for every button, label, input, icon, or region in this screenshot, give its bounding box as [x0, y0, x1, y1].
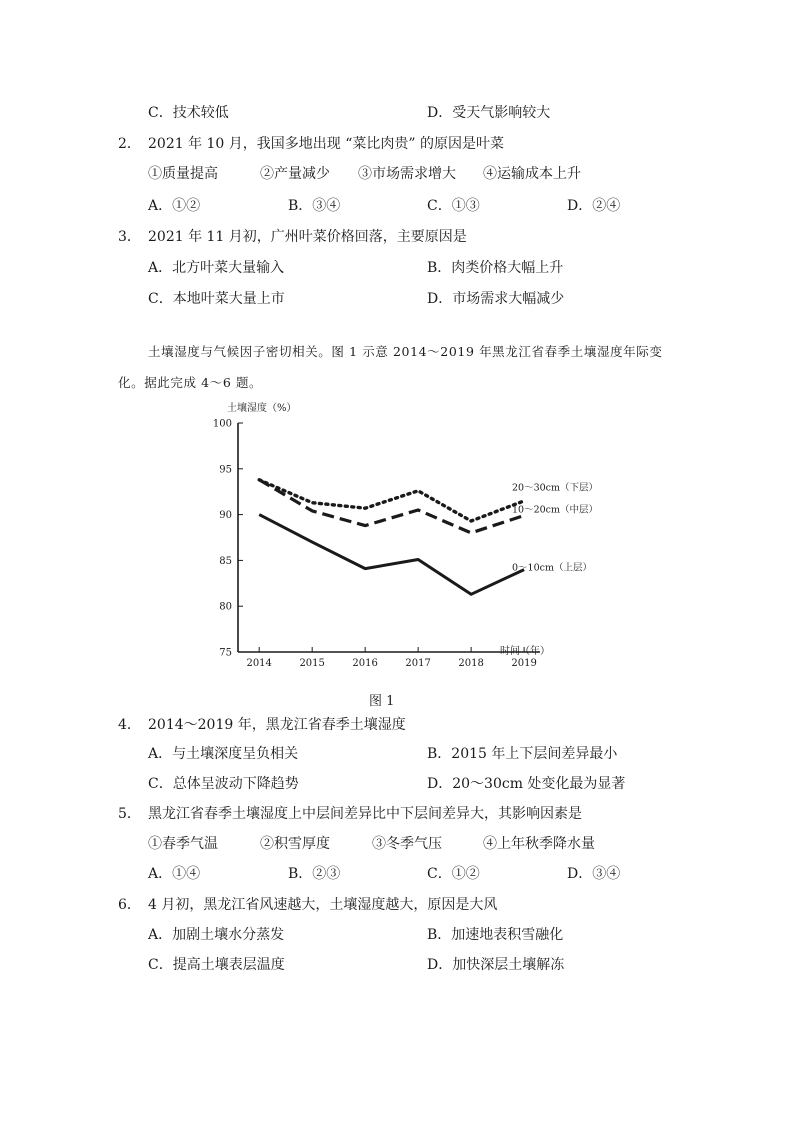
y-tick-label: 80	[219, 601, 232, 613]
q6-number: 6．	[118, 897, 141, 913]
q4-stem: 2014～2019 年，黑龙江省春季土壤湿度	[148, 717, 406, 733]
y-tick-label: 85	[219, 555, 232, 567]
series-label: 0～10cm（上层）	[512, 562, 592, 574]
q2-item: ①质量提高	[148, 166, 218, 182]
series-line	[259, 515, 524, 595]
q5-option-d: D．③④	[567, 866, 621, 882]
q3-option-d: D．市场需求大幅减少	[427, 291, 565, 307]
series-labels	[512, 483, 598, 574]
series-line	[259, 480, 524, 521]
soil-moisture-chart	[200, 393, 610, 683]
x-tick-label: 2018	[458, 658, 484, 669]
q6-option-c: C．提高土壤表层温度	[148, 957, 285, 973]
q6-option-d: D．加快深层土壤解冻	[427, 957, 565, 973]
q6-option-a: A．加剧土壤水分蒸发	[148, 927, 285, 943]
y-tick-label: 90	[219, 510, 232, 522]
q2-option-b: B．③④	[288, 198, 341, 214]
q5-item: ④上年秋季降水量	[483, 836, 595, 852]
x-tick-label: 2017	[405, 658, 431, 669]
series-layer	[259, 480, 524, 595]
q5-option-c: C．①②	[427, 866, 480, 882]
q2-stem: 2021 年 10 月，我国多地出现 “菜比肉贵” 的原因是叶菜	[148, 136, 505, 152]
q5-item: ②积雪厚度	[260, 836, 330, 852]
intro-line-2: 化。据此完成 4～6 题。	[118, 375, 263, 390]
series-label: 10～20cm（中层）	[512, 504, 599, 516]
q1-option-c: C．技术较低	[148, 105, 229, 121]
series-line	[259, 480, 524, 533]
q4-option-c: C．总体呈波动下降趋势	[148, 776, 299, 792]
q3-option-c: C．本地叶菜大量上市	[148, 291, 285, 307]
q2-option-c: C．①③	[427, 198, 480, 214]
q3-number: 3．	[118, 229, 141, 245]
y-tick-label: 100	[212, 418, 232, 430]
q2-item: ④运输成本上升	[483, 166, 581, 182]
q5-option-a: A．①④	[148, 866, 201, 882]
q3-option-a: A．北方叶菜大量输入	[148, 260, 285, 276]
q2-item: ③市场需求增大	[358, 166, 456, 182]
q4-number: 4．	[118, 717, 141, 733]
x-tick-label: 2019	[511, 658, 537, 669]
q2-number: 2．	[118, 136, 141, 152]
x-tick-label: 2014	[246, 658, 272, 669]
q6-option-b: B．加速地表积雪融化	[427, 927, 564, 943]
q3-option-b: B．肉类价格大幅上升	[427, 260, 564, 276]
q4-option-d: D．20～30cm 处变化最为显著	[427, 776, 626, 792]
intro-line-1: 土壤湿度与气候因子密切相关。图 1 示意 2014～2019 年黑龙江省春季土壤湿度年际变	[148, 344, 663, 359]
q5-item: ①春季气温	[148, 836, 218, 852]
q5-stem: 黑龙江省春季土壤湿度上中层间差异比中下层间差异大，其影响因素是	[148, 806, 582, 822]
series-label: 20～30cm（下层）	[512, 482, 599, 494]
q5-number: 5．	[118, 806, 141, 822]
x-tick-label: 2016	[352, 658, 378, 669]
y-axis-label: 土壤湿度（%）	[227, 403, 297, 414]
q2-option-a: A．①②	[148, 198, 201, 214]
q2-item: ②产量减少	[260, 166, 330, 182]
y-tick-label: 95	[219, 464, 232, 476]
q5-option-b: B．②③	[288, 866, 341, 882]
q1-option-d: D．受天气影响较大	[427, 105, 551, 121]
figure-caption: 图 1	[369, 694, 395, 709]
x-tick-label: 2015	[299, 658, 325, 669]
q6-stem: 4 月初，黑龙江省风速越大，土壤湿度越大，原因是大风	[148, 897, 498, 913]
q4-option-a: A．与土壤深度呈负相关	[148, 746, 299, 762]
q3-stem: 2021 年 11 月初，广州叶菜价格回落，主要原因是	[148, 229, 467, 245]
q4-option-b: B．2015 年上下层间差异最小	[427, 746, 618, 762]
q2-option-d: D．②④	[567, 198, 621, 214]
x-axis-label: 时间（年）	[500, 646, 550, 657]
axes	[213, 419, 540, 670]
q5-item: ③冬季气压	[372, 836, 442, 852]
y-tick-label: 75	[219, 647, 232, 659]
